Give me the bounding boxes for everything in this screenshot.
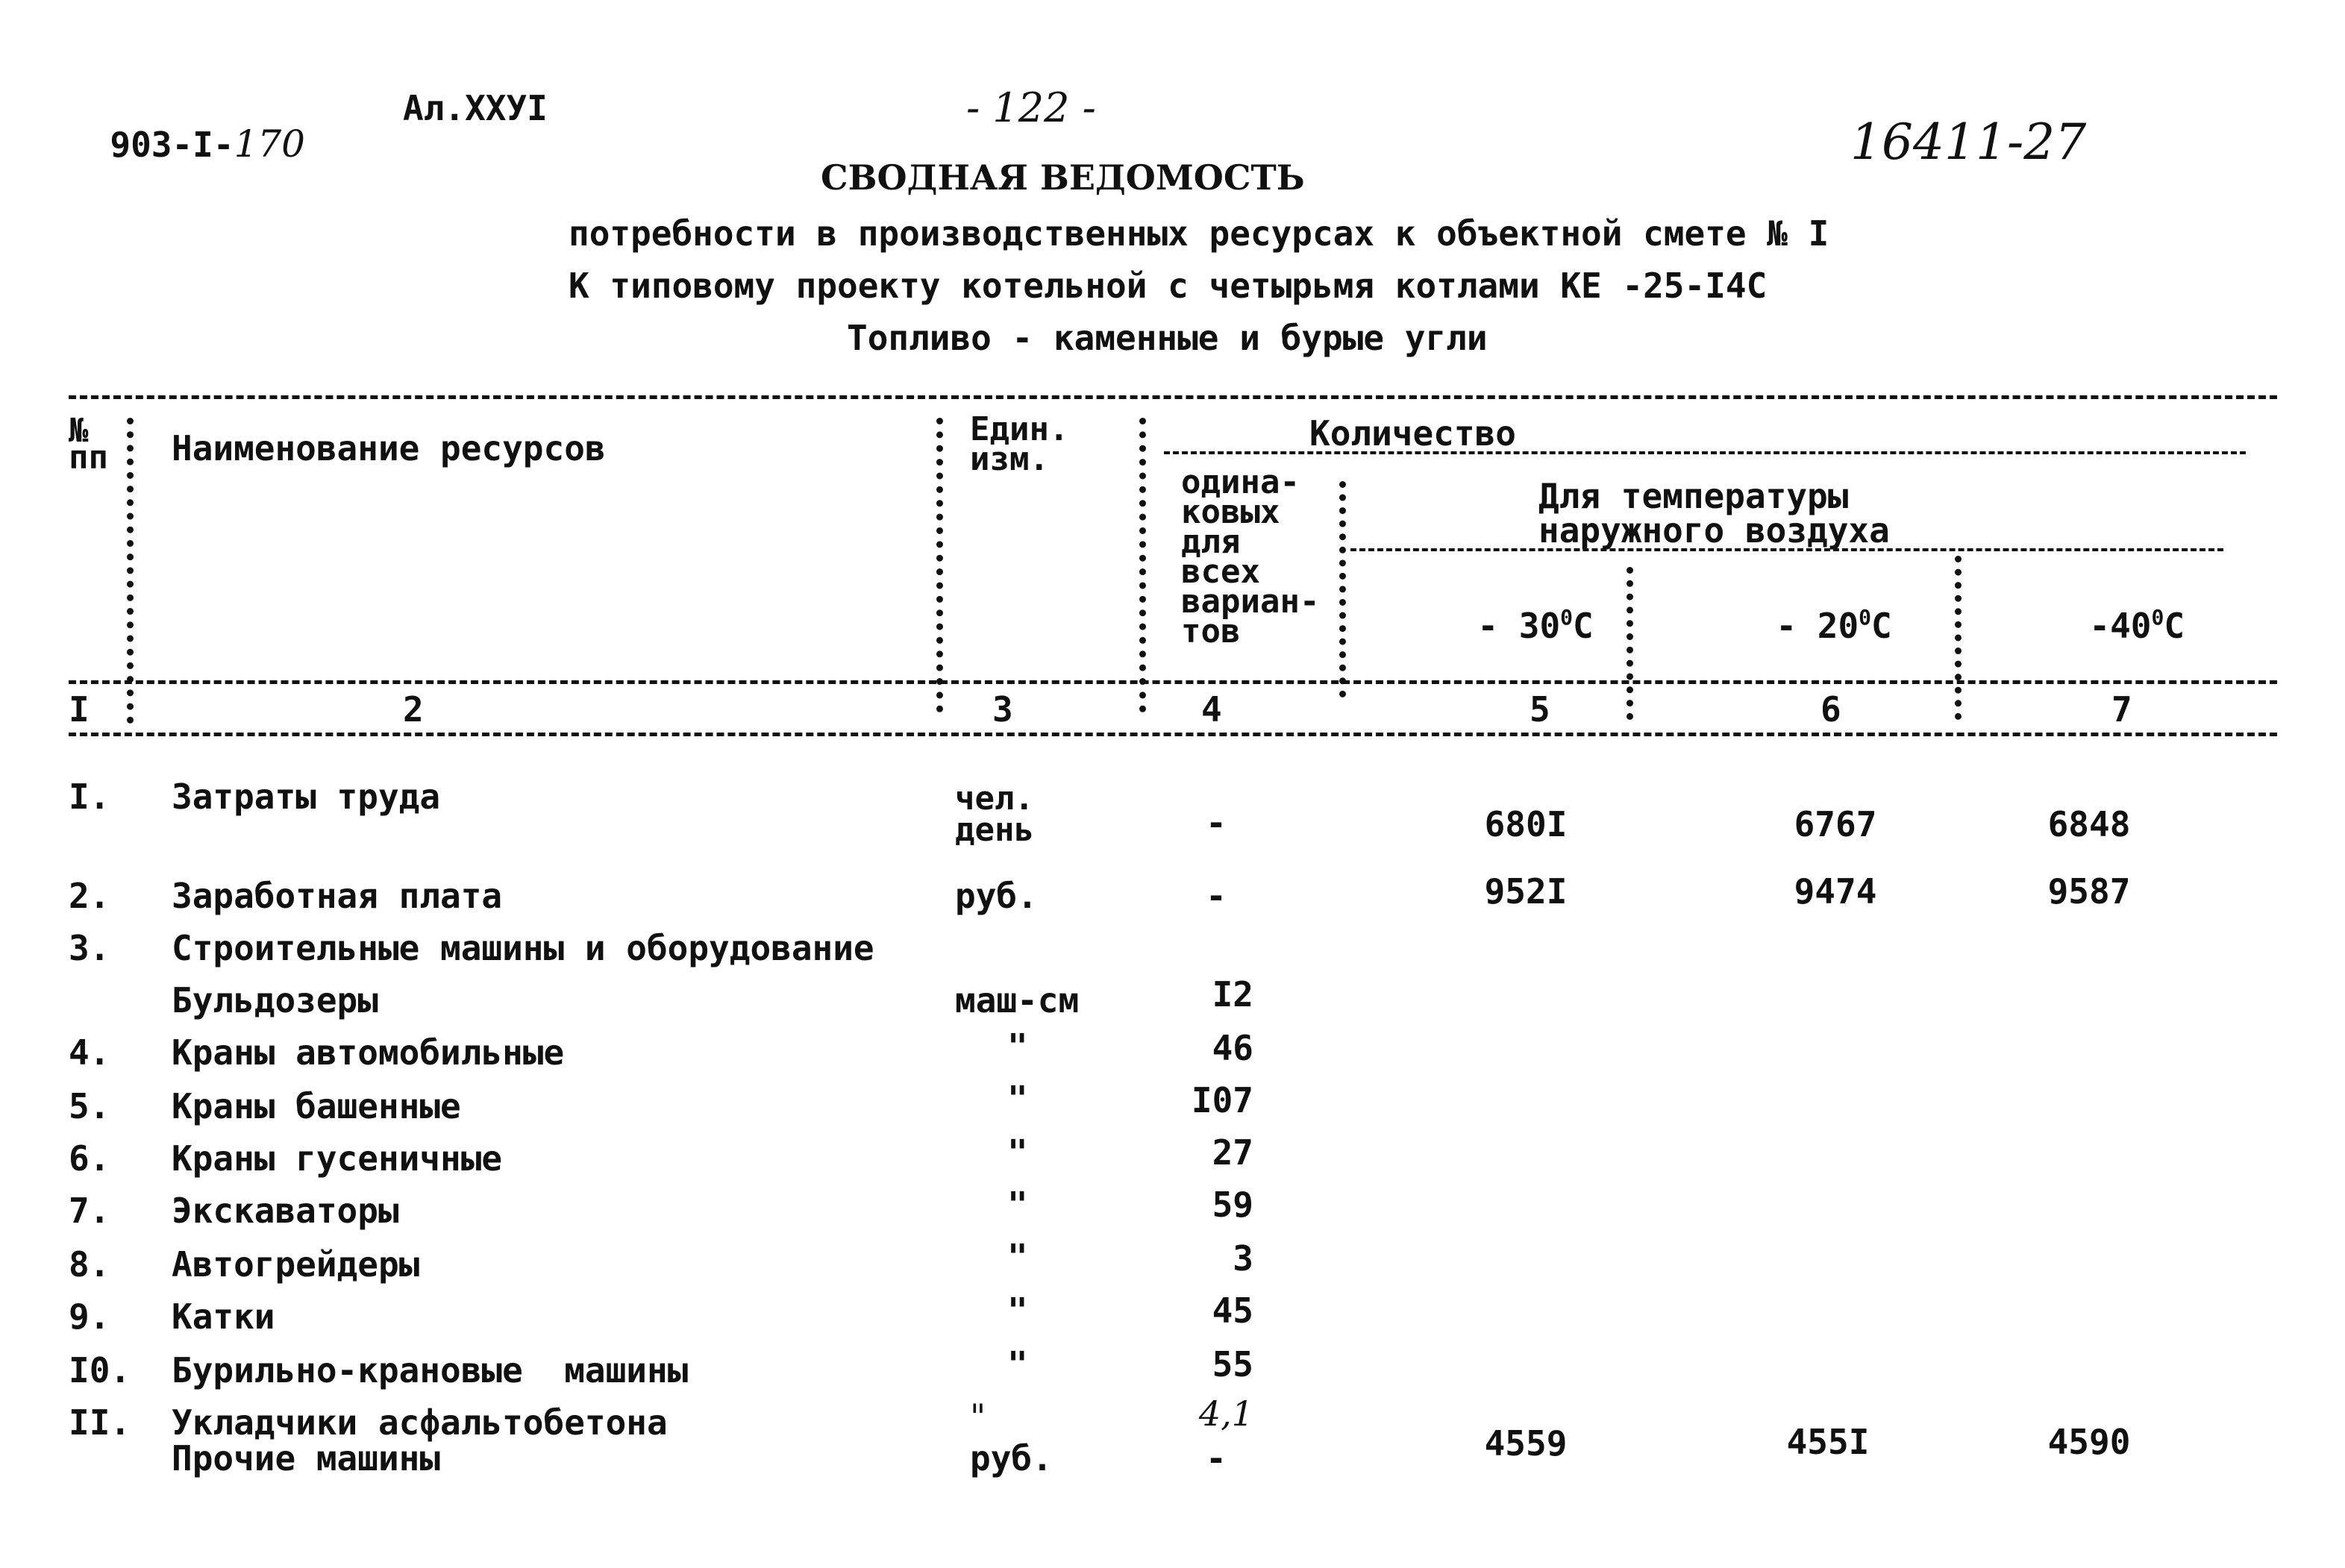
row-number: II.: [69, 1402, 131, 1443]
header-temp-minus-40: [2048, 573, 2185, 646]
column-number-2: 2: [403, 689, 424, 730]
column-number-5: 5: [1530, 689, 1550, 730]
column-number-4: 4: [1201, 689, 1222, 730]
row-name: Бульдозеры: [172, 980, 378, 1020]
row-same: -: [1206, 1438, 1227, 1478]
col-separator-5: [1627, 567, 1633, 720]
document-subtitle-2: К типовому проекту котельной с четырьмя котлами КЕ -25-I4С: [569, 266, 1768, 306]
header-bottom-rule: [69, 680, 2277, 684]
row-same: 4,1: [1198, 1393, 1253, 1434]
temp-minus-30-unit: С: [1573, 606, 1594, 646]
temp-minus-20-value: - 20: [1776, 606, 1859, 646]
document-title: СВОДНАЯ ВЕДОМОСТЬ: [821, 157, 1305, 198]
row-same: -: [1206, 876, 1227, 916]
row-t2: 6767: [1794, 804, 1877, 844]
column-number-3: 3: [992, 689, 1013, 730]
row-name: Краны гусеничные: [172, 1138, 503, 1179]
row-name: Автогрейдеры: [172, 1244, 420, 1285]
row-t1: 952I: [1484, 871, 1568, 912]
column-numbers-rule: [69, 733, 2277, 736]
row-name: Краны башенные: [172, 1086, 461, 1126]
row-unit: ": [1007, 1237, 1028, 1277]
row-t3: 4590: [2047, 1422, 2131, 1462]
row-number: 2.: [69, 876, 110, 916]
header-unit: Един. изм.: [970, 410, 1069, 478]
row-number: 6.: [69, 1138, 110, 1179]
header-quantity: Количество: [1309, 413, 1516, 454]
col-separator-1: [127, 418, 134, 724]
page-number: - 122 -: [966, 84, 1096, 131]
header-number: № пп: [69, 412, 108, 477]
row-same: -: [1206, 803, 1227, 843]
temp-minus-30-degree: 0: [1560, 605, 1574, 630]
row-same: I2: [1212, 974, 1253, 1015]
row-t2: 9474: [1794, 871, 1877, 912]
col-separator-4: [1339, 481, 1346, 697]
row-name: Бурильно-крановые машины: [172, 1350, 689, 1390]
row-same: 3: [1233, 1238, 1253, 1279]
row-number: I.: [69, 777, 110, 817]
row-same: 59: [1212, 1185, 1253, 1225]
row-name: Катки: [172, 1296, 275, 1337]
row-name: Экскаваторы: [172, 1191, 399, 1231]
header-resource-name: Наименование ресурсов: [172, 428, 606, 468]
row-name: Заработная плата: [172, 876, 503, 916]
row-unit: чел. день: [955, 780, 1034, 849]
row-same: 55: [1212, 1344, 1253, 1384]
temp-minus-20-unit: С: [1871, 606, 1892, 646]
header-temp-minus-30: [1436, 573, 1594, 646]
row-number: 4.: [69, 1032, 110, 1073]
row-same: 27: [1212, 1132, 1253, 1173]
temp-minus-20-degree: 0: [1859, 605, 1872, 630]
header-temperature-group: Для температуры наружного воздуха: [1538, 476, 1890, 551]
row-unit: ": [1007, 1344, 1028, 1384]
document-code-prefix: 903-I-: [110, 125, 234, 165]
temp-minus-40-degree: 0: [2151, 605, 2164, 630]
row-unit: ": [1007, 1132, 1028, 1173]
row-same: 45: [1212, 1291, 1253, 1331]
row-unit: ": [1007, 1291, 1028, 1331]
row-name: Прочие машины: [172, 1438, 441, 1478]
header-same-for-all: одина- ковых для всех вариан- тов: [1181, 463, 1320, 650]
temp-minus-40-unit: С: [2164, 606, 2185, 646]
column-number-6: 6: [1820, 689, 1841, 730]
row-name: Затраты труда: [172, 777, 441, 817]
row-same: 46: [1212, 1028, 1253, 1068]
row-unit: руб.: [970, 1438, 1053, 1478]
row-same: I07: [1191, 1080, 1253, 1120]
document-subtitle-1: потребности в производственных ресурсах к объектной смете № I: [569, 213, 1829, 254]
row-unit: руб.: [955, 876, 1038, 916]
row-unit: ": [1007, 1026, 1028, 1067]
row-number: 3.: [69, 928, 110, 968]
column-number-7: 7: [2111, 689, 2132, 730]
row-unit: ": [1007, 1185, 1028, 1225]
row-name: Строительные машины и оборудование: [172, 928, 874, 968]
temp-minus-30-value: - 30: [1477, 606, 1561, 646]
row-name: Краны автомобильные: [172, 1032, 565, 1073]
document-code: [69, 91, 305, 166]
row-t3: 9587: [2047, 871, 2131, 912]
col-separator-2: [936, 418, 943, 712]
row-unit: маш-см: [955, 980, 1080, 1020]
row-number: 9.: [69, 1296, 110, 1337]
row-t2: 455I: [1786, 1422, 1870, 1462]
document-subtitle-3: Топливо - каменные и бурые угли: [847, 318, 1488, 358]
album-number: Ал.XXУI: [403, 88, 548, 128]
row-name: Укладчики асфальтобетона: [172, 1402, 668, 1443]
row-unit: ": [1007, 1079, 1028, 1119]
table-top-rule: [69, 395, 2277, 399]
row-number: 7.: [69, 1191, 110, 1231]
header-temp-minus-20: [1735, 573, 1892, 646]
row-t3: 6848: [2047, 804, 2131, 844]
row-unit: ": [970, 1396, 986, 1437]
row-number: 8.: [69, 1244, 110, 1285]
row-t1: 680I: [1484, 804, 1568, 844]
temp-minus-40-value: -40: [2089, 606, 2152, 646]
column-number-1: I: [69, 689, 90, 730]
col-separator-3: [1139, 418, 1146, 712]
document-code-handwritten: 170: [234, 122, 305, 166]
handwritten-stamp: 16411-27: [1850, 113, 2087, 171]
row-number: I0.: [69, 1350, 131, 1390]
row-t1: 4559: [1484, 1423, 1568, 1464]
col-separator-6: [1955, 556, 1962, 720]
row-number: 5.: [69, 1086, 110, 1126]
